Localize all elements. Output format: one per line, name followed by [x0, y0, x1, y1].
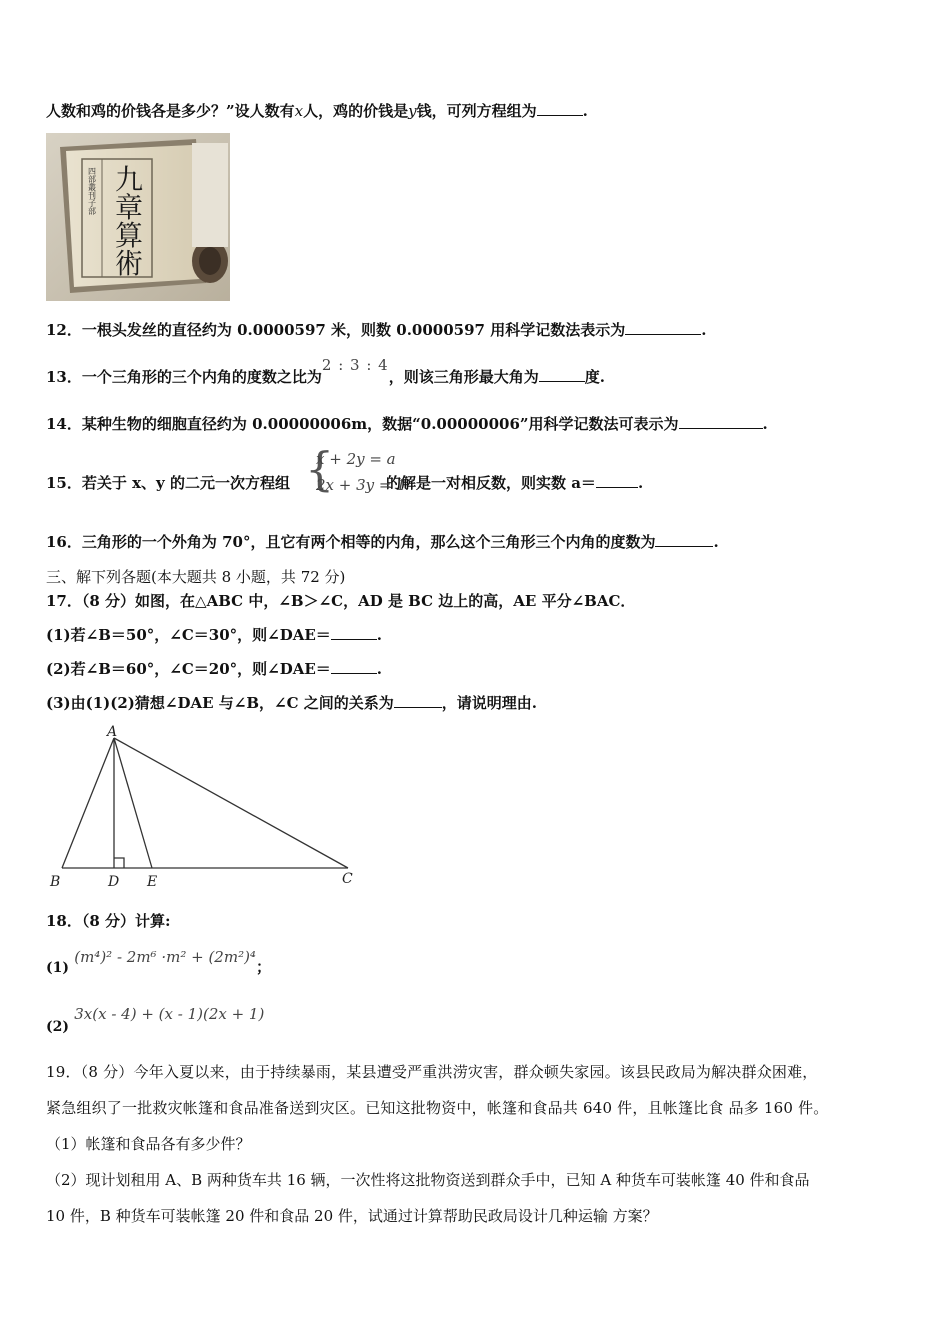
- q17-p2-blank: [331, 659, 377, 674]
- q17-stem: 17．（8 分）如图，在△ABC 中，∠B＞∠C，AD 是 BC 边上的高，AE 平分∠BAC．: [46, 592, 636, 610]
- section-3-title: 三、解下列各题(本大题共 8 小题，共 72 分): [46, 568, 346, 586]
- segment-ac: [114, 738, 348, 868]
- q18-stem: 18．（8 分）计算:: [46, 912, 171, 930]
- q17-p3-blank: [394, 693, 442, 708]
- q12-line: [46, 320, 706, 340]
- q15-answer-blank: [596, 473, 638, 488]
- nine-chapters-book-image: [46, 133, 230, 301]
- q19-part-2-line-2: 10 件，B 种货车可装帐篷 20 件和食品 20 件，试通过计算帮助民政局设计几种运输 方案？: [46, 1207, 658, 1225]
- q14-text: 14．某种生物的细胞直径约为 0.00000006m，数据“0.00000006”用科学记数法可表示为: [46, 415, 679, 433]
- q11-text-mid: 人，鸡的价钱是: [303, 102, 409, 120]
- q19-line-2: 紧急组织了一批救灾帐篷和食品准备送到灾区。已知这批物资中，帐篷和食品共 640 件，且帐篷比食 品多 160 件。: [46, 1099, 829, 1117]
- q12-end: .: [701, 321, 707, 339]
- book-title-char-4: 術: [114, 247, 144, 280]
- label-c: C: [342, 871, 353, 887]
- q11-var-x: x: [294, 102, 304, 120]
- q15-text-post: 的解是一对相反数，则实数 a＝: [385, 474, 596, 492]
- q15-equation-2: 2x + 3y = 1: [316, 476, 406, 494]
- q15-equation-1: x + 2y = a: [316, 450, 396, 468]
- q16-answer-blank: [655, 532, 713, 547]
- q18-p1-label: (1): [46, 960, 69, 976]
- book-side-text: 四部叢刊子部: [87, 167, 97, 215]
- q14-answer-blank: [679, 414, 763, 429]
- q17-p1-text: (1)若∠B＝50°，∠C＝30°，则∠DAE＝: [46, 626, 331, 644]
- label-e: E: [147, 874, 158, 890]
- q11-answer-blank: [537, 101, 583, 116]
- q17-p3-text-post: ，请说明理由.: [441, 694, 537, 712]
- q11-var-y: y: [408, 102, 417, 120]
- q13-line: [46, 356, 605, 387]
- q11-text-post: 钱，可列方程组为: [416, 102, 537, 120]
- q17-p2-end: .: [376, 660, 383, 678]
- q18-p2-label: (2): [46, 1019, 69, 1035]
- q11-end: .: [582, 102, 588, 120]
- q17-p1-blank: [331, 625, 377, 640]
- q19-line-1: 19．（8 分）今年入夏以来，由于持续暴雨，某县遭受严重洪涝灾害，群众顿失家园。该县民政局为解决群众困难，: [46, 1063, 818, 1081]
- q17-part-2: [46, 659, 382, 679]
- label-b: B: [50, 874, 61, 890]
- q17-p3-text: (3)由(1)(2)猜想∠DAE 与∠B，∠C 之间的关系为: [46, 694, 394, 712]
- q12-answer-blank: [625, 320, 701, 335]
- q18-p1-expression: (m⁴)² - 2m⁶ ·m² + (2m²)⁴: [74, 948, 256, 966]
- q17-p1-end: .: [376, 626, 383, 644]
- book-title-char-1: 九: [114, 163, 144, 196]
- q19-part-1: （1）帐篷和食品各有多少件？: [46, 1135, 251, 1153]
- q17-part-3: [46, 693, 537, 713]
- q14-end: .: [762, 415, 768, 433]
- bisector-ae: [114, 738, 152, 868]
- q16-end: .: [713, 533, 719, 551]
- segment-ab: [62, 738, 114, 868]
- q13-text-pre: 13．一个三角形的三个内角的度数之比为: [46, 368, 322, 386]
- q19-part-2-line-1: （2）现计划租用 A、B 两种货车共 16 辆，一次性将这批物资送到群众手中，已知 A 种货车可装帐篷 40 件和食品: [46, 1171, 810, 1189]
- q11-line: [46, 101, 588, 121]
- q13-answer-blank: [539, 367, 585, 382]
- label-d: D: [108, 874, 120, 890]
- q15-end: .: [637, 474, 644, 492]
- right-angle-mark: [114, 858, 124, 868]
- q16-line: [46, 532, 719, 552]
- q15-text-pre: 15．若关于 x、y 的二元一次方程组: [46, 474, 290, 492]
- q18-p1-end: ；: [255, 958, 271, 976]
- q17-p2-text: (2)若∠B＝60°，∠C＝20°，则∠DAE＝: [46, 660, 331, 678]
- q12-text: 12．一根头发丝的直径约为 0.0000597 米，则数 0.0000597 用科学记数法表示为: [46, 321, 626, 339]
- q15-system-brace: {: [305, 442, 335, 496]
- triangle-figure: [40, 722, 370, 894]
- q18-part-2: [46, 1005, 265, 1037]
- label-a: A: [107, 724, 118, 740]
- q18-part-1: [46, 948, 271, 978]
- q17-part-1: [46, 625, 382, 645]
- q14-line: [46, 414, 768, 434]
- q11-text-pre: 人数和鸡的价钱各是多少？”设人数有: [46, 102, 295, 120]
- book-title-char-2: 章: [114, 191, 144, 224]
- q13-text-post: ，则该三角形最大角为: [388, 368, 539, 386]
- q13-end: 度.: [584, 368, 605, 386]
- q16-text: 16．三角形的一个外角为 70°，且它有两个相等的内角，那么这个三角形三个内角的度数为: [46, 533, 656, 551]
- q18-p2-expression: 3x(x - 4) + (x - 1)(2x + 1): [74, 1005, 265, 1023]
- book-title-char-3: 算: [114, 219, 144, 252]
- q13-ratio: 2 : 3 : 4: [321, 356, 389, 374]
